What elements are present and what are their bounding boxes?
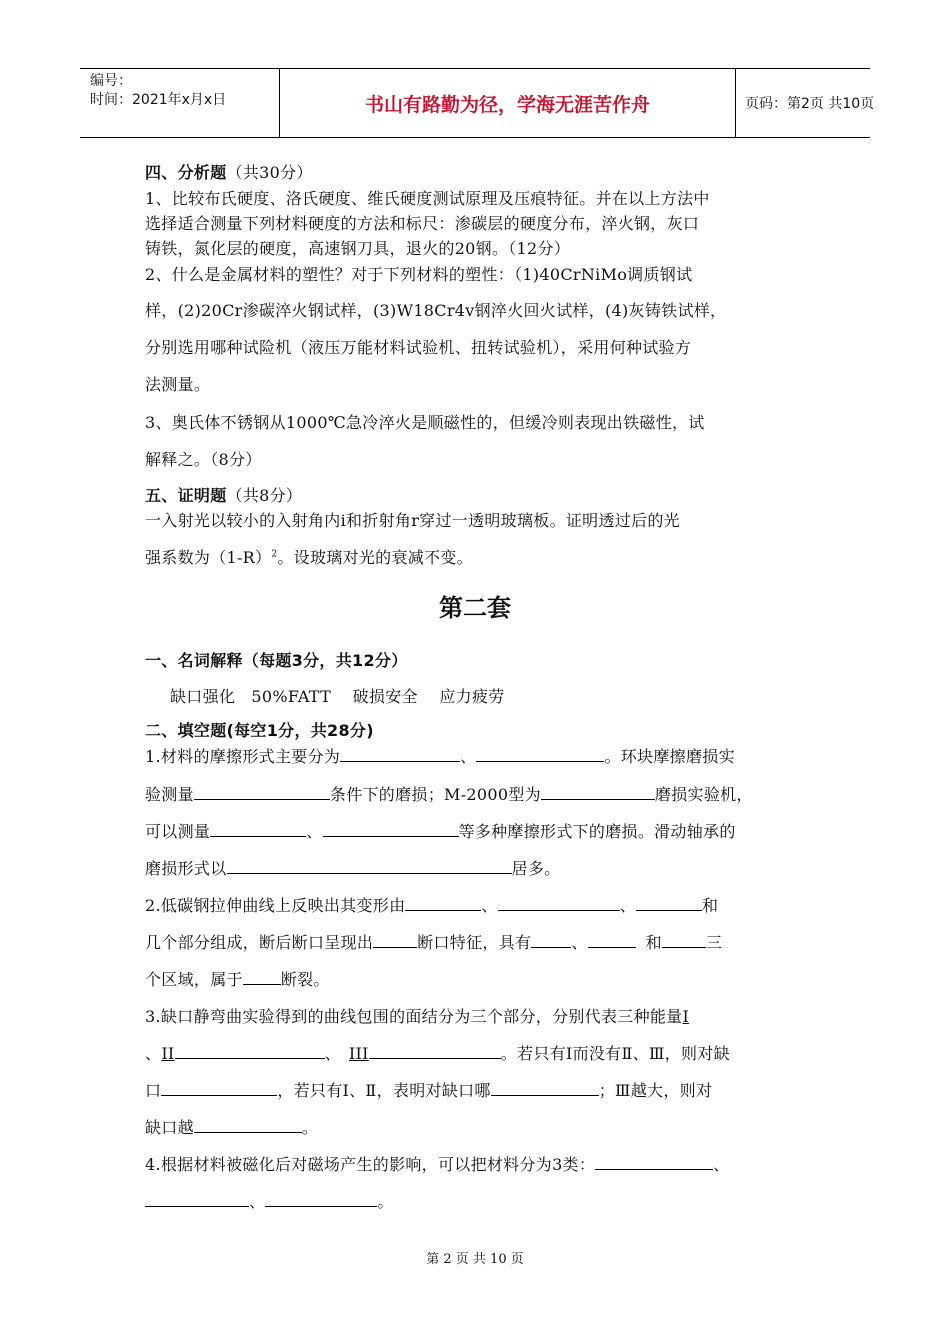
blank[interactable]	[194, 1116, 302, 1133]
fill-text: 、	[571, 933, 588, 952]
blank[interactable]	[636, 894, 702, 911]
fill-4-line1	[145, 1152, 729, 1175]
fill-text: 4.根据材料被磁化后对磁场产生的影响，可以把材料分为3类：	[145, 1155, 596, 1174]
fill-1-line4	[145, 856, 560, 879]
fill-text: 1.材料的摩擦形式主要分为	[145, 747, 341, 766]
fill-text: I	[682, 1007, 690, 1026]
fill-text: 口	[145, 1081, 162, 1100]
s4-heading-score: （共30分）	[226, 163, 313, 182]
s5-heading-score: （共8分）	[226, 486, 303, 505]
set-title: 第二套	[439, 594, 511, 622]
p2-heading: 二、填空题(每空1分，共28分)	[145, 721, 374, 740]
fill-text: 。	[377, 1192, 394, 1211]
fill-2-line1	[145, 893, 718, 916]
fill-text: 、	[324, 1044, 341, 1063]
blank[interactable]	[145, 1190, 249, 1207]
s5-line2	[145, 545, 473, 568]
number-label: 编号：	[90, 73, 132, 89]
fill-text: 。若只有Ⅰ而没有Ⅱ、Ⅲ，则对缺	[500, 1044, 730, 1063]
blank[interactable]	[531, 931, 571, 948]
s4-q3-line1: 3、奥氏体不锈钢从1000℃急冷淬火是顺磁性的，但缓冷则表现出铁磁性，试	[145, 413, 705, 432]
fill-text: 断口特征，具有	[417, 933, 532, 952]
s5-line1: 一入射光以较小的入射角内i和折射角r穿过一透明玻璃板。证明透过后的光	[145, 511, 680, 530]
s4-q2-line2: 样，(2)20Cr渗碳淬火钢试样，(3)W18Cr4v钢淬火回火试样，(4)灰铸铁试样，	[145, 301, 727, 320]
fill-text: II	[161, 1044, 175, 1063]
s4-q2-line4: 法测量。	[145, 375, 211, 394]
fill-text: 、	[306, 822, 323, 841]
fill-text: 可以测量	[145, 822, 211, 841]
blank[interactable]	[476, 745, 604, 762]
s5-heading: 五、证明题	[145, 486, 227, 505]
fill-2-line3	[145, 967, 330, 990]
fill-text: 2.低碳钢拉伸曲线上反映出其变形由	[145, 896, 406, 915]
fill-text: 、	[460, 747, 477, 766]
fill-3-line2	[145, 1041, 730, 1064]
s5-line2-sup: 2	[271, 549, 278, 560]
blank[interactable]	[175, 1042, 325, 1059]
fill-text: 条件下的磨损；M-2000型为	[329, 785, 541, 804]
blank[interactable]	[662, 931, 706, 948]
fill-1-line3	[145, 819, 736, 842]
fill-2-line2	[145, 930, 722, 953]
blank[interactable]	[323, 820, 459, 837]
s4-heading: 四、分析题	[145, 163, 227, 182]
fill-1-line1	[145, 744, 735, 767]
s4-q1-line2: 选择适合测量下列材料硬度的方法和标尺：渗碳层的硬度分布，淬火钢，灰口	[145, 214, 700, 233]
fill-text: 、	[481, 896, 498, 915]
blank[interactable]	[369, 1042, 501, 1059]
fill-text: 和	[702, 896, 719, 915]
fill-text: 和	[645, 933, 662, 952]
fill-text: 磨损形式以	[145, 859, 227, 878]
fill-text: 3.缺口静弯曲实验得到的曲线包围的面结分为三个部分，分别代表三种能量	[145, 1007, 683, 1026]
blank[interactable]	[541, 783, 655, 800]
s5-line2-a: 强系数为（1-R）	[145, 548, 272, 567]
fill-1-line2	[145, 782, 753, 805]
p1-heading: 一、名词解释（每题3分，共12分）	[145, 651, 408, 670]
fill-text: 、	[249, 1192, 266, 1211]
fill-3-line3	[145, 1078, 712, 1101]
page-footer: 第 2 页 共 10 页	[426, 1252, 524, 1267]
fill-text: ；Ⅲ越大，则对	[598, 1081, 713, 1100]
blank[interactable]	[210, 820, 306, 837]
s5-line2-b: 。设玻璃对光的衰减不变。	[277, 548, 473, 567]
s4-heading-line	[145, 160, 313, 183]
s4-q1-line1: 1、比较布氏硬度、洛氏硬度、维氏硬度测试原理及压痕特征。并在以上方法中	[145, 189, 710, 208]
header-meta	[80, 69, 280, 137]
fill-text: 三	[705, 933, 723, 952]
fill-text: 验测量	[145, 785, 194, 804]
blank[interactable]	[161, 1079, 277, 1096]
fill-4-line2	[145, 1189, 394, 1212]
fill-text: 居多。	[511, 859, 561, 878]
blank[interactable]	[194, 783, 330, 800]
header-page-info: 页码：第2页 共10页	[745, 96, 875, 112]
fill-text: 等多种摩擦形式下的磨损。滑动轴承的	[458, 822, 736, 841]
blank[interactable]	[227, 857, 512, 874]
blank[interactable]	[340, 745, 460, 762]
fill-text: 、	[145, 1044, 162, 1063]
fill-text: 几个部分组成，断后断口呈现出	[145, 933, 374, 952]
blank[interactable]	[491, 1079, 599, 1096]
s4-q3-line2: 解释之。（8分）	[145, 450, 262, 469]
s4-q1-line3: 铸铁，氮化层的硬度，高速钢刀具，退火的20钢。（12分）	[145, 239, 571, 258]
fill-text: 缺口越	[145, 1118, 194, 1137]
s4-q2-line1: 2、什么是金属材料的塑性？对于下列材料的塑性：（1)40CrNiMo调质钢试	[145, 265, 693, 284]
blank[interactable]	[243, 968, 281, 985]
fill-text: 断裂。	[280, 970, 330, 989]
p1-terms: 缺口强化 50%FATT 破损安全 应力疲劳	[170, 687, 505, 706]
blank[interactable]	[265, 1190, 377, 1207]
page-header	[80, 68, 875, 138]
fill-text: 。环块摩擦磨损实	[604, 747, 735, 766]
fill-text: 、	[619, 896, 636, 915]
fill-text: 个区域，属于	[145, 970, 243, 989]
blank[interactable]	[595, 1153, 713, 1170]
s5-heading-line	[145, 483, 302, 506]
fill-text: 、	[713, 1155, 730, 1174]
time-label: 时间：2021年x月x日	[90, 92, 227, 108]
blank[interactable]	[588, 931, 636, 948]
fill-3-line1	[145, 1004, 689, 1027]
fill-text: 。	[301, 1118, 319, 1137]
fill-text: III	[348, 1044, 369, 1063]
header-motto: 书山有路勤为径，学海无涯苦作舟	[280, 69, 736, 137]
s4-q2-line3: 分别选用哪种试险机（液压万能材料试验机、扭转试验机），采用何种试验方	[145, 338, 692, 357]
fill-text: 磨损实验机，	[654, 785, 753, 804]
blank[interactable]	[405, 894, 481, 911]
blank[interactable]	[373, 931, 417, 948]
fill-text: ，若只有Ⅰ、Ⅱ，表明对缺口哪	[277, 1081, 491, 1100]
blank[interactable]	[498, 894, 620, 911]
fill-3-line4	[145, 1115, 318, 1138]
